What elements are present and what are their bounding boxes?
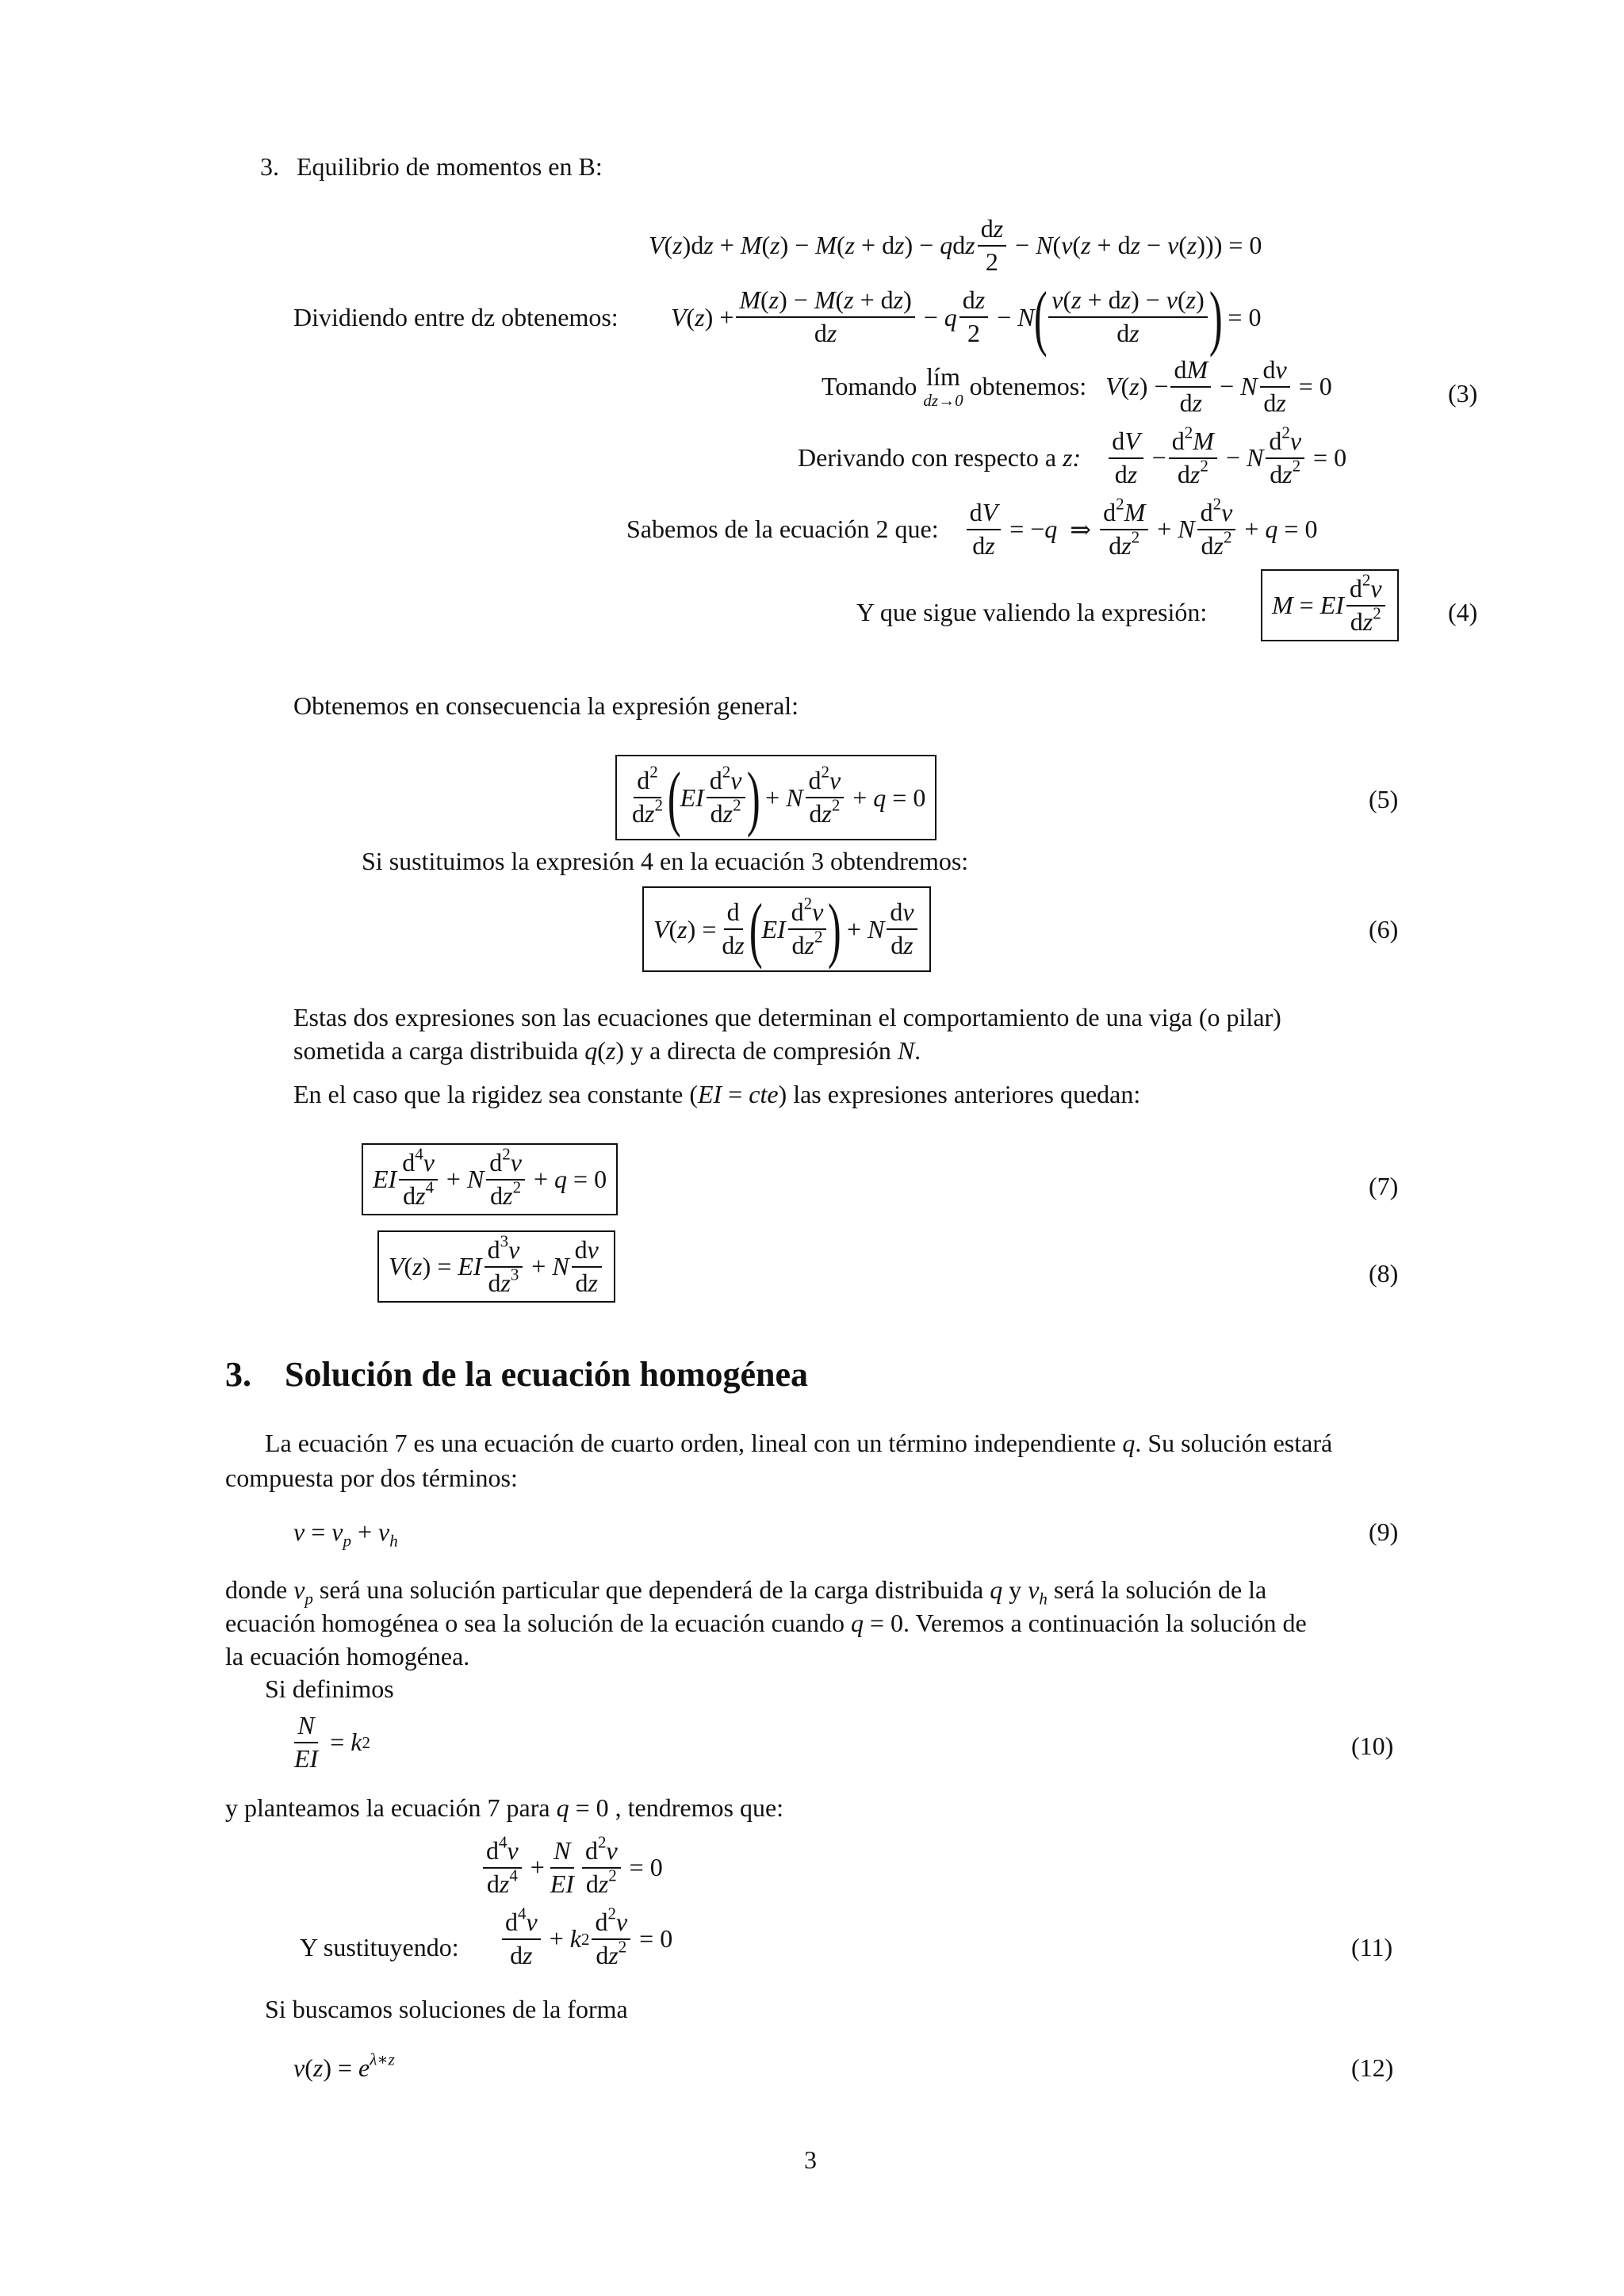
equation-8-box: V ( z ) = EI $\frac{d^3v}{dz^3}$ + N $\frac{dv}{dz}$: [377, 1230, 615, 1303]
equation-number-10: (10): [1351, 1732, 1394, 1760]
equation-number-12: (12): [1351, 2053, 1394, 2082]
label-tomando: Tomando: [822, 372, 917, 401]
equation-number-9: (9): [1369, 1517, 1399, 1546]
label-derivando-var: z:: [1063, 443, 1082, 473]
page-number: 3: [804, 2145, 817, 2174]
text-buscamos: Si buscamos soluciones de la forma: [265, 1995, 628, 2023]
equation-5-box: $\frac{d^2}{dz^2}$ ( EI $\frac{d^2v}{dz^2}$ ) + N $\frac{d^2v}{dz^2}$ + q = 0: [615, 755, 936, 840]
item-text: Equilibrio de momentos en B:: [297, 152, 603, 181]
equation-number-6: (6): [1369, 915, 1399, 943]
label-sustituyendo: Y sustituyendo:: [300, 1933, 459, 1961]
label-derivando: Derivando con respecto a: [798, 443, 1057, 473]
equation-number-3: (3): [1448, 379, 1478, 408]
section-number: 3.: [225, 1355, 251, 1394]
equation-number-4: (4): [1448, 598, 1478, 626]
paragraph-ec7-line2: compuesta por dos términos:: [225, 1464, 518, 1492]
paragraph-donde: donde $v_p$ será una solución particular que dependerá de la carga distribuida q y $v_h$ será la solución de la ecuación homogénea o sea la solución de la ecuación cuando q = 0. Veremos a continuación la solución de la ecuación homogénea.: [225, 1575, 1307, 1670]
lim-text: lím: [926, 362, 960, 392]
label-sabemos: Sabemos de la ecuación 2 que:: [626, 515, 939, 544]
equation-4-box: M = EI $\frac{d^2v}{dz^2}$: [1261, 569, 1399, 641]
equation-number-7: (7): [1369, 1172, 1399, 1200]
equation-11-line2: $\frac{d^4v}{dz}$ + k 2 $\frac{d^2v}{dz^2}$ = 0: [500, 1909, 672, 1969]
paragraph-rigidez: En el caso que la rigidez sea constante (EI = cte) las expresiones anteriores quedan:: [293, 1080, 1141, 1108]
section-heading: [225, 1354, 808, 1395]
equation-11-line1: $\frac{d^4v}{dz^4}$ + $\frac{N}{EI}$ $\frac{d^2v}{dz^2}$ = 0: [481, 1838, 663, 1897]
text-si-definimos: Si definimos: [265, 1674, 394, 1703]
label-sigue: Y que sigue valiendo la expresión:: [856, 598, 1208, 626]
equation-moment-balance: V ( z )d z + M ( z ) − M ( z + d z ) − q d z $\frac{dz}{2}$ − N ( v ( z + d z − v ( z ))) = 0: [649, 214, 1262, 276]
item-number: 3.: [260, 152, 279, 181]
equation-12: $v(z) = e^{\lambda∗z}$: [293, 2049, 395, 2082]
equation-limit: Tomando lím dz→0 obtenemos: V ( z ) − $\frac{dM}{dz}$ − N $\frac{dv}{dz}$ = 0: [822, 355, 1332, 417]
equation-10: $\frac{N}{EI}$ = k 2: [294, 1711, 370, 1773]
equation-number-8: (8): [1369, 1259, 1399, 1288]
label-obtenemos: obtenemos:: [969, 372, 1087, 401]
paragraph-estas: Estas dos expresiones son las ecuaciones que determinan el comportamiento de una viga (o pilar) sometida a carga distribuida q(z) y a directa de compresión N.: [293, 1003, 1281, 1065]
paragraph-planteamos: y planteamos la ecuación 7 para q = 0 , tendremos que:: [225, 1793, 784, 1822]
equation-6-box: V ( z ) = $\frac{d}{dz}$ ( EI $\frac{d^2v}{dz^2}$ ) + N $\frac{dv}{dz}$: [642, 886, 931, 972]
text-sustituimos: Si sustituimos la expresión 4 en la ecuación 3 obtendremos:: [362, 847, 969, 875]
equation-divided: V ( z ) + $\frac{M(z) - M(z + dz)}{dz}$ − q $\frac{dz}{2}$ − N ( $\frac{v(z + dz) - v(z)}{dz}$ ) = 0: [671, 277, 1262, 358]
equation-9: $v = v_p + v_h$: [293, 1517, 398, 1551]
list-item-3: [260, 152, 603, 182]
equation-number-5: (5): [1369, 785, 1399, 813]
text-general: Obtenemos en consecuencia la expresión general:: [293, 691, 799, 720]
paragraph-ec7-line1: La ecuación 7 es una ecuación de cuarto orden, lineal con un término independiente q. Su solución estará: [265, 1429, 1333, 1457]
equation-known: Sabemos de la ecuación 2 que: $\frac{dV}{dz}$ = − q ⇒ $\frac{d^2M}{dz^2}$ + N $\frac{d^2v}{dz^2}$ + q = 0: [626, 494, 1318, 560]
label-dividiendo: Dividiendo entre dz obtenemos:: [293, 303, 619, 331]
section-title: Solución de la ecuación homogénea: [285, 1355, 809, 1394]
equation-number-11: (11): [1351, 1933, 1393, 1961]
equation-derivative: Derivando con respecto a z: $\frac{dV}{dz}$ − $\frac{d^2M}{dz^2}$ − N $\frac{d^2v}{dz^2}$ = 0: [798, 423, 1347, 488]
equation-7-box: EI $\frac{d^4v}{dz^4}$ + N $\frac{d^2v}{dz^2}$ + q = 0: [362, 1143, 618, 1215]
lim-subscript: dz→0: [923, 391, 963, 411]
